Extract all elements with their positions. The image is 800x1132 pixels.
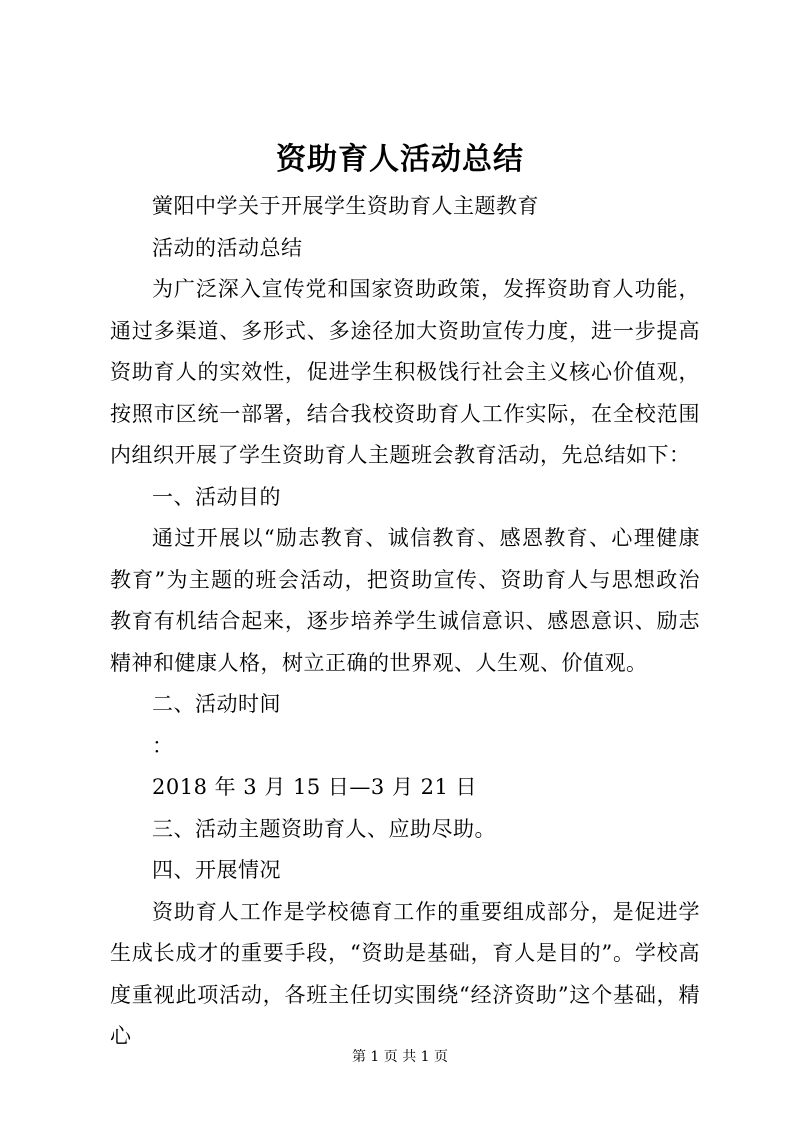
paragraph-subtitle-line-1: 黉阳中学关于开展学生资助育人主题教育	[152, 194, 539, 218]
section-heading-theme: 三、活动主题资助育人、应助尽助。	[152, 816, 496, 841]
document-title: 资助育人活动总结	[276, 142, 524, 177]
paragraph-colon: ：	[152, 733, 174, 758]
paragraph-intro: 为广泛深入宣传党和国家资助政策，发挥资助育人功能，通过多渠道、多形式、多途径加大资助宣传力度，进一步提高资助育人的实效性，促进学生积极饯行社会主义核心价值观，按照市区统一部署，结合我校资助育人工作实际，在全校范围内组织开展了学生资助育人主题班会教育活动，先总结如下：	[110, 277, 700, 467]
paragraph-date-range: 2018 年 3 月 15 日—3 月 21 日	[152, 775, 478, 799]
section-heading-situation: 四、开展情况	[152, 858, 281, 882]
section-heading-purpose: 一、活动目的	[152, 484, 281, 509]
paragraph-purpose: 通过开展以“励志教育、诚信教育、感恩教育、心理健康教育”为主题的班会活动，把资助宣传、资助育人与思想政治教育有机结合起来，逐步培养学生诚信意识、感恩意识、励志精神和健康人格，树立正确的世界观、人生观、价值观。	[110, 526, 700, 675]
section-heading-time: 二、活动时间	[152, 692, 281, 716]
paragraph-situation: 资助育人工作是学校德育工作的重要组成部分，是促进学生成长成才的重要手段，“资助是基础，育人是目的”。学校高度重视此项活动，各班主任切实围绕“经济资助”这个基础，精心	[110, 899, 700, 1048]
paragraph-subtitle-line-2: 活动的活动总结	[152, 235, 303, 260]
document-body	[110, 186, 700, 1058]
page-footer: 第 1 页 共 1 页	[351, 1049, 449, 1065]
